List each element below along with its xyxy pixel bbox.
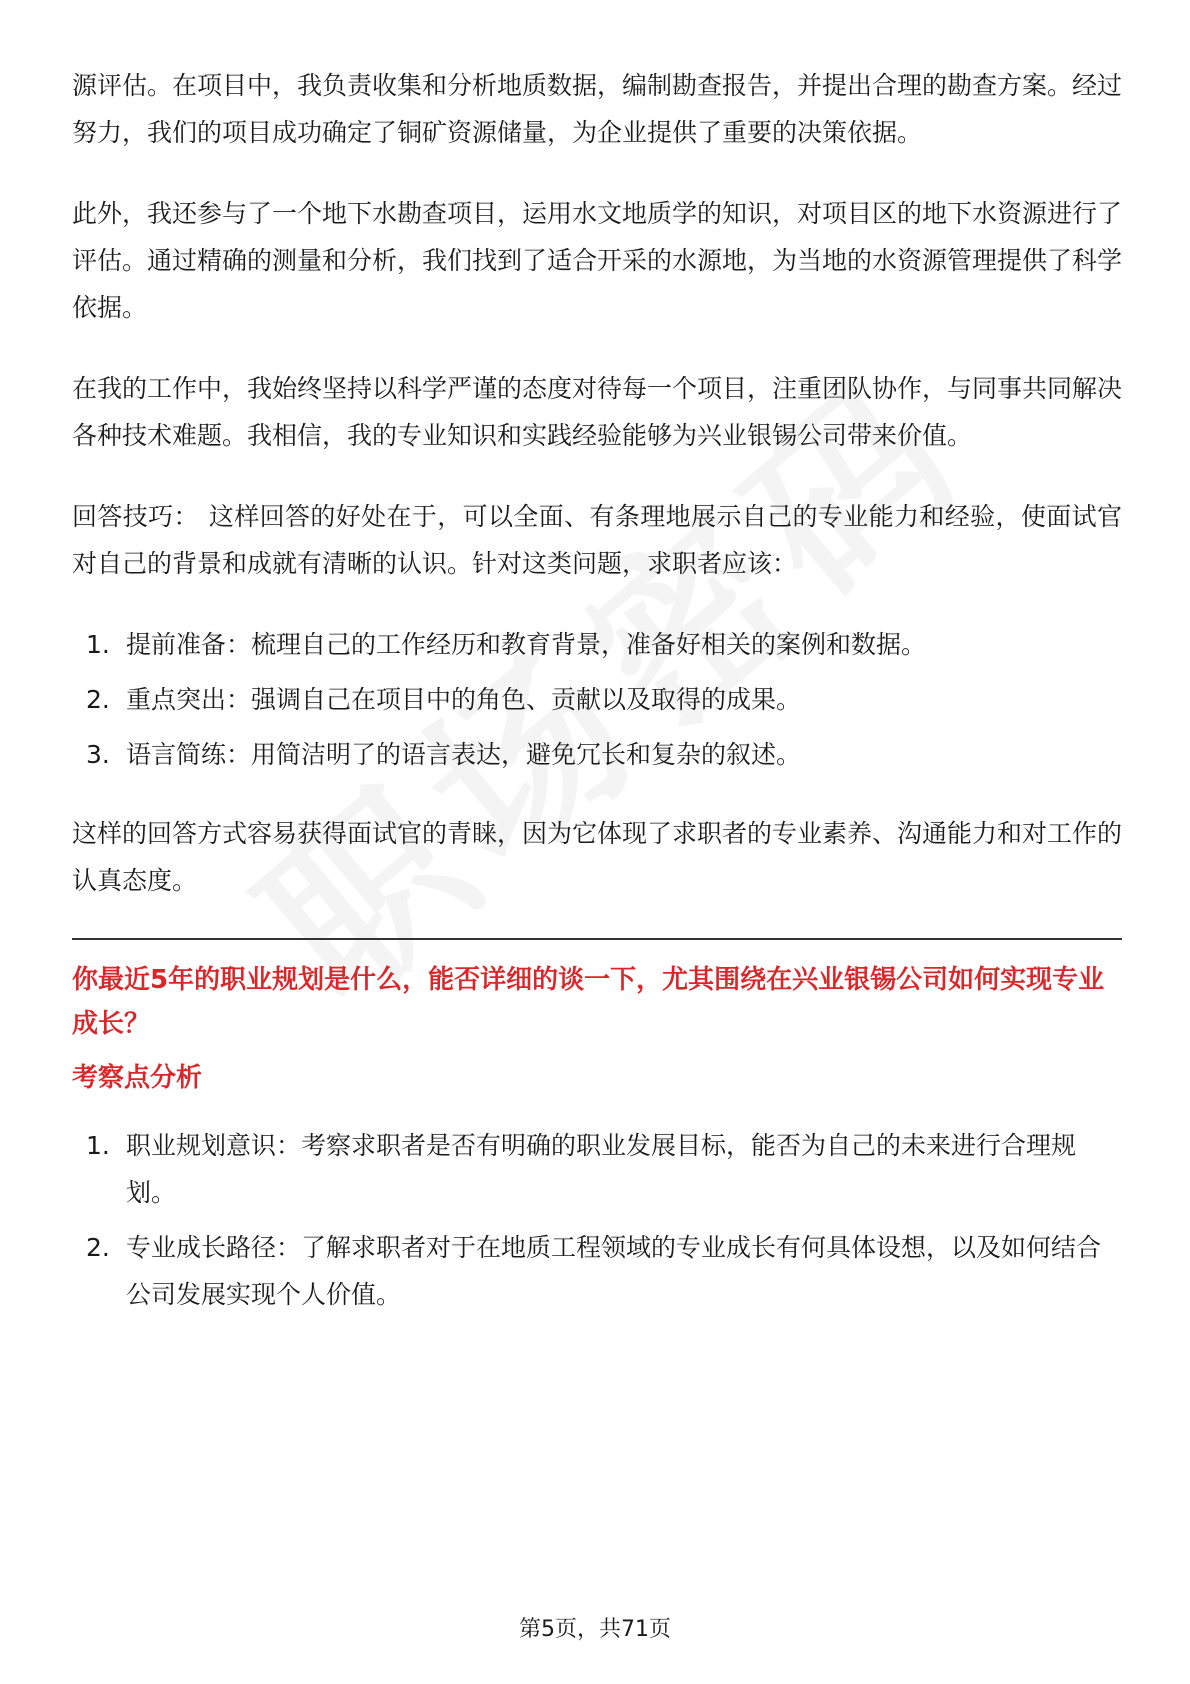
list-text: 语言简练：用简洁明了的语言表达，避免冗长和复杂的叙述。 <box>126 740 802 769</box>
tip-list <box>72 621 1122 778</box>
list-number: 1. <box>86 1131 110 1160</box>
paragraph-work-attitude: 在我的工作中，我始终坚持以科学严谨的态度对待每一个项目，注重团队协作，与同事共同解决各种技术难题。我相信，我的专业知识和实践经验能够为兴业银锡公司带来价值。 <box>72 374 1123 450</box>
section-divider <box>72 938 1122 940</box>
list-number: 3. <box>86 740 110 769</box>
list-text: 专业成长路径：了解求职者对于在地质工程领域的专业成长有何具体设想，以及如何结合公司发展实现个人价值。 <box>126 1233 1102 1309</box>
list-number: 1. <box>86 630 110 659</box>
list-item <box>72 731 1122 778</box>
answer-tips-paragraph <box>72 493 1122 587</box>
closing-paragraph: 这样的回答方式容易获得面试官的青睐，因为它体现了求职者的专业素养、沟通能力和对工作的认真态度。 <box>72 819 1123 895</box>
paragraph-copper-project: 源评估。在项目中，我负责收集和分析地质数据，编制勘查报告，并提出合理的勘查方案。经过努力，我们的项目成功确定了铜矿资源储量，为企业提供了重要的决策依据。 <box>72 71 1123 147</box>
list-number: 2. <box>86 685 110 714</box>
analysis-list <box>72 1122 1122 1318</box>
list-text: 重点突出：强调自己在项目中的角色、贡献以及取得的成果。 <box>126 685 802 714</box>
list-item <box>72 621 1122 668</box>
list-text: 职业规划意识：考察求职者是否有明确的职业发展目标，能否为自己的未来进行合理规划。 <box>126 1131 1077 1207</box>
list-item <box>72 1122 1122 1216</box>
analysis-heading: 考察点分析 <box>72 1063 203 1093</box>
page-content <box>72 62 1122 1350</box>
interview-question: 你最近5年的职业规划是什么，能否详细的谈一下，尤其围绕在兴业银锡公司如何实现专业成长？ <box>72 965 1105 1039</box>
answer-tips-text: 这样回答的好处在于，可以全面、有条理地展示自己的专业能力和经验，使面试官对自己的背景和成就有清晰的认识。针对这类问题，求职者应该： <box>72 502 1122 578</box>
page-number-footer: 第5页，共71页 <box>519 1617 671 1642</box>
answer-tips-label: 回答技巧： <box>72 502 199 531</box>
list-item <box>72 1224 1122 1318</box>
paragraph-groundwater-project: 此外，我还参与了一个地下水勘查项目，运用水文地质学的知识，对项目区的地下水资源进行了评估。通过精确的测量和分析，我们找到了适合开采的水源地，为当地的水资源管理提供了科学依据。 <box>72 199 1123 322</box>
list-text: 提前准备：梳理自己的工作经历和教育背景，准备好相关的案例和数据。 <box>126 630 927 659</box>
list-item <box>72 676 1122 723</box>
list-number: 2. <box>86 1233 110 1262</box>
